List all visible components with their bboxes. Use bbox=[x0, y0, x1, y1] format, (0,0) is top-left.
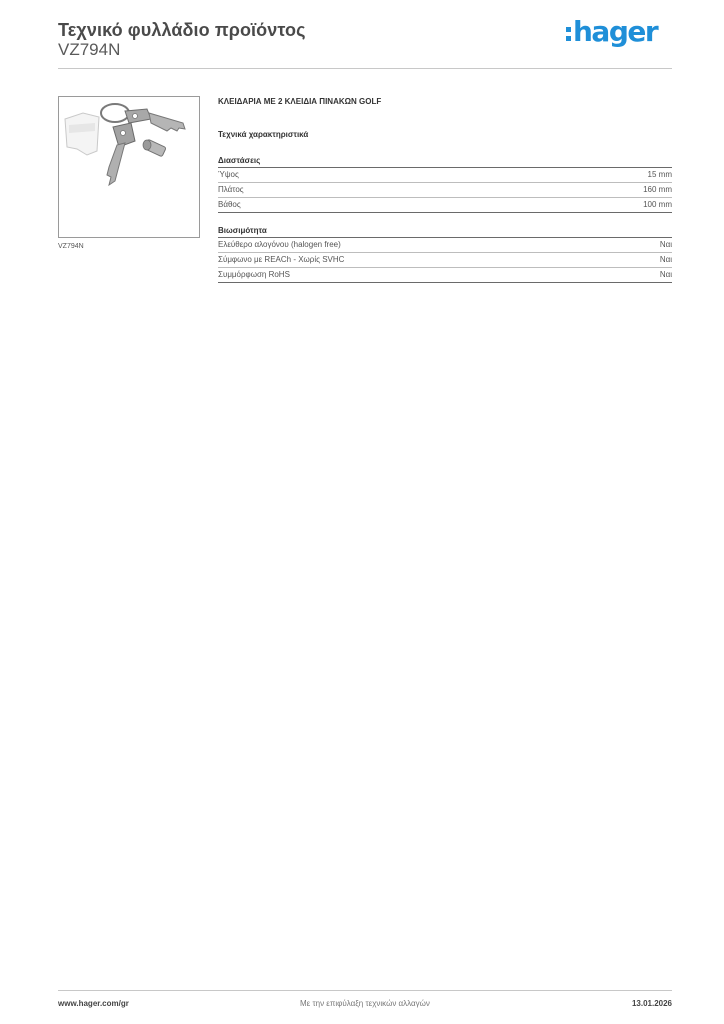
document-title: Τεχνικό φυλλάδιο προϊόντος bbox=[58, 20, 306, 40]
footer-website-link[interactable]: www.hager.com/gr bbox=[58, 999, 129, 1008]
hager-logo[interactable] bbox=[566, 14, 657, 50]
spec-row bbox=[218, 168, 672, 183]
spec-value: 15 mm bbox=[647, 170, 672, 179]
header-divider bbox=[58, 68, 672, 69]
spec-value: Ναι bbox=[659, 270, 672, 279]
spec-value: Ναι bbox=[659, 240, 672, 249]
spec-row bbox=[218, 198, 672, 213]
section-title-sustainability: Βιωσιμότητα bbox=[218, 225, 672, 238]
spec-row bbox=[218, 183, 672, 198]
spec-value: Ναι bbox=[659, 255, 672, 264]
spec-label: Ύψος bbox=[218, 170, 239, 179]
sustainability-section bbox=[218, 225, 672, 283]
logo-dots-icon bbox=[566, 27, 571, 41]
footer-disclaimer: Με την επιφύλαξη τεχνικών αλλαγών bbox=[300, 999, 430, 1008]
features-heading: Τεχνικά χαρακτηριστικά bbox=[218, 130, 309, 139]
footer-divider bbox=[58, 990, 672, 991]
section-title-dimensions: Διαστάσεις bbox=[218, 155, 672, 168]
footer-date: 13.01.2026 bbox=[631, 999, 672, 1008]
spec-row bbox=[218, 268, 672, 283]
product-name: ΚΛΕΙΔΑΡΙΑ ΜΕ 2 ΚΛΕΙΔΙΑ ΠΙΝΑΚΩΝ GOLF bbox=[218, 97, 382, 106]
image-caption: VZ794N bbox=[58, 243, 84, 250]
spec-value: 100 mm bbox=[643, 200, 672, 209]
spec-label: Πλάτος bbox=[218, 185, 244, 194]
spec-value: 160 mm bbox=[643, 185, 672, 194]
spec-label: Ελεύθερο αλογόνου (halogen free) bbox=[218, 240, 341, 249]
product-image bbox=[58, 96, 200, 238]
spec-label: Σύμφωνο με REACh - Χωρίς SVHC bbox=[218, 255, 345, 264]
spec-label: Βάθος bbox=[218, 200, 241, 209]
logo-text: hager bbox=[573, 15, 658, 48]
spec-row bbox=[218, 253, 672, 268]
spec-row bbox=[218, 238, 672, 253]
product-code: VZ794N bbox=[58, 40, 121, 59]
lock-with-keys-icon bbox=[59, 97, 199, 237]
spec-label: Συμμόρφωση RoHS bbox=[218, 270, 290, 279]
dimensions-section bbox=[218, 155, 672, 213]
